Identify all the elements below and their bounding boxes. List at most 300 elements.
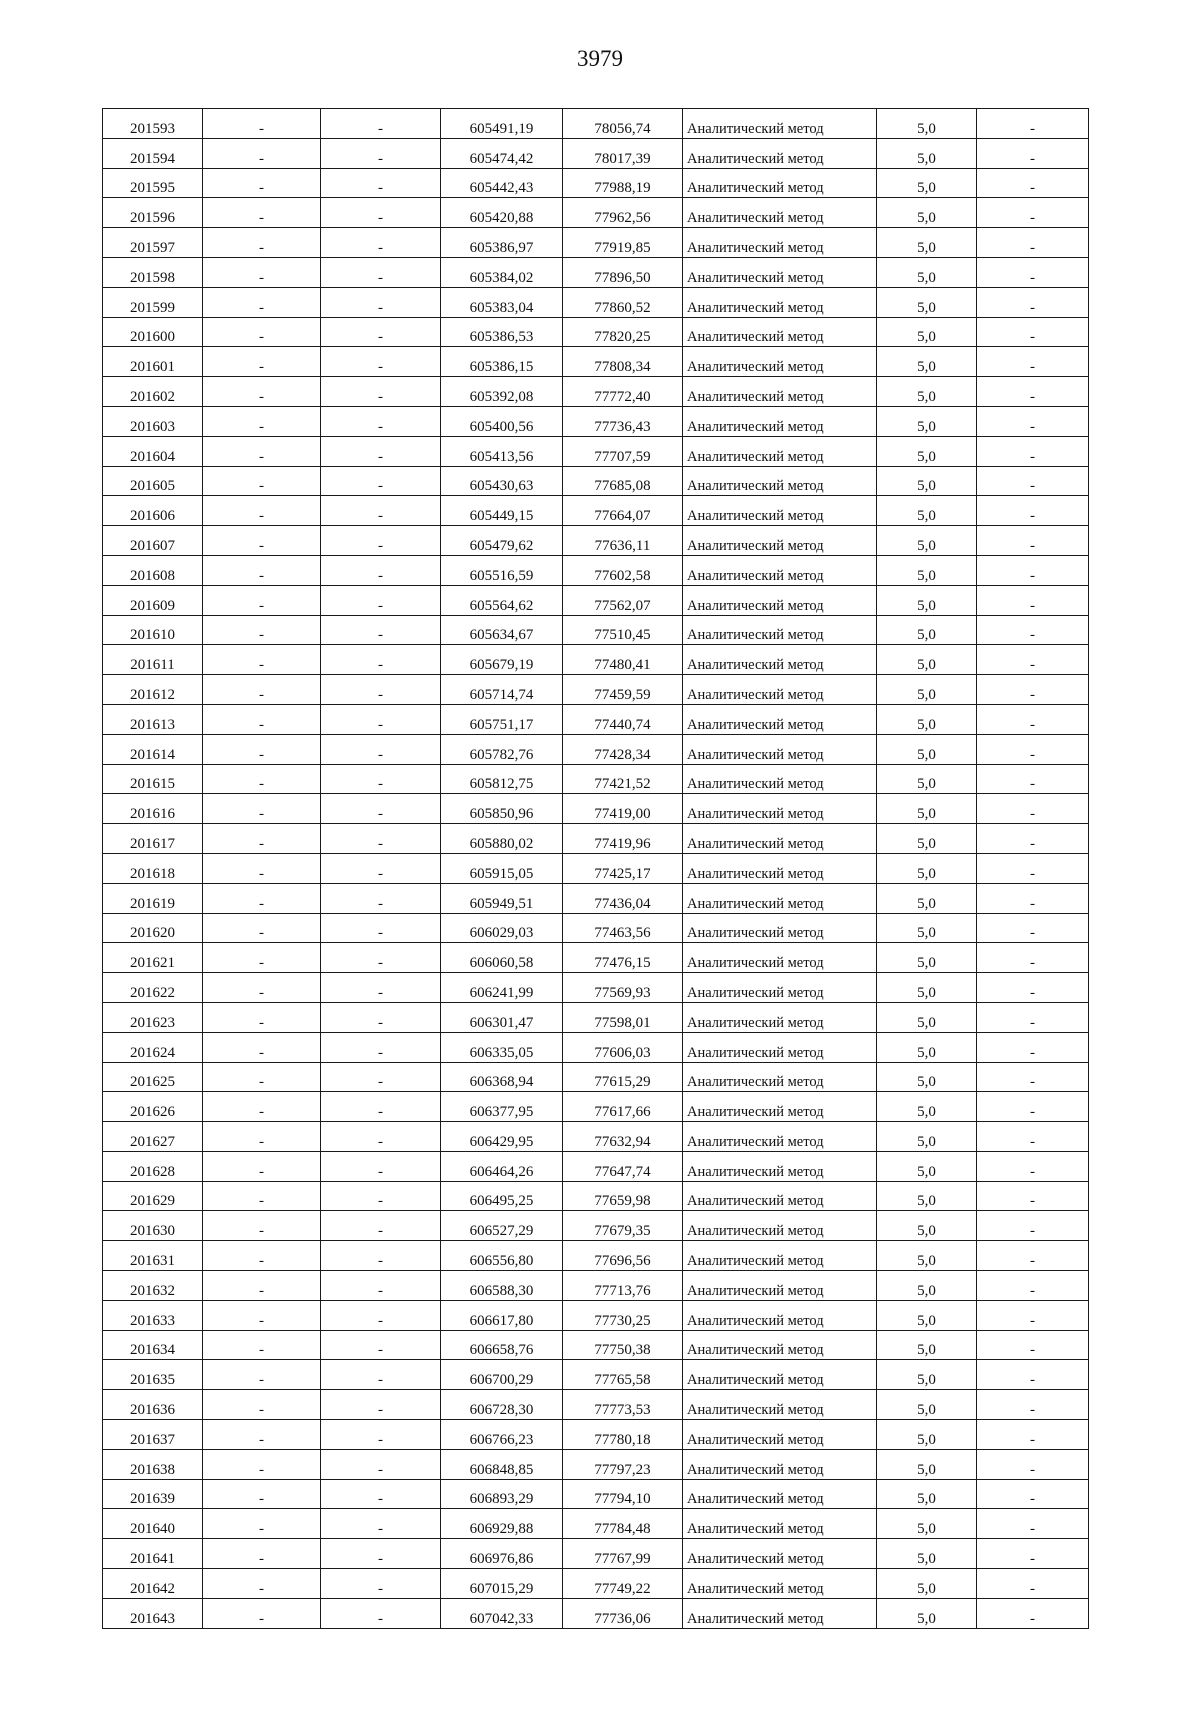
table-row <box>103 973 1089 1003</box>
table-row <box>103 585 1089 615</box>
cell-method: Аналитический метод <box>683 794 877 824</box>
cell-point-number: 201593 <box>103 109 203 139</box>
cell-col-8: - <box>977 794 1089 824</box>
table-row <box>103 317 1089 347</box>
cell-method: Аналитический метод <box>683 1569 877 1599</box>
cell-coord-x: 606588,30 <box>441 1271 563 1301</box>
table-row <box>103 555 1089 585</box>
cell-coord-x: 606658,76 <box>441 1330 563 1360</box>
cell-col-2: - <box>203 1509 321 1539</box>
cell-point-number: 201636 <box>103 1390 203 1420</box>
cell-col-8: - <box>977 287 1089 317</box>
cell-coord-x: 605386,97 <box>441 228 563 258</box>
table-row <box>103 377 1089 407</box>
table-row <box>103 1598 1089 1628</box>
cell-coord-x: 605479,62 <box>441 526 563 556</box>
cell-point-number: 201616 <box>103 794 203 824</box>
cell-point-number: 201634 <box>103 1330 203 1360</box>
cell-point-number: 201630 <box>103 1211 203 1241</box>
cell-method: Аналитический метод <box>683 1420 877 1450</box>
cell-method: Аналитический метод <box>683 1598 877 1628</box>
cell-accuracy: 5,0 <box>877 615 977 645</box>
cell-point-number: 201638 <box>103 1449 203 1479</box>
cell-point-number: 201620 <box>103 913 203 943</box>
cell-accuracy: 5,0 <box>877 973 977 1003</box>
cell-col-2: - <box>203 1092 321 1122</box>
cell-coord-y: 78017,39 <box>563 138 683 168</box>
cell-accuracy: 5,0 <box>877 1598 977 1628</box>
cell-accuracy: 5,0 <box>877 138 977 168</box>
cell-coord-x: 605383,04 <box>441 287 563 317</box>
table-row <box>103 526 1089 556</box>
cell-col-8: - <box>977 526 1089 556</box>
cell-col-3: - <box>321 973 441 1003</box>
cell-coord-x: 605850,96 <box>441 794 563 824</box>
cell-col-2: - <box>203 1211 321 1241</box>
cell-coord-y: 77510,45 <box>563 615 683 645</box>
cell-col-3: - <box>321 1479 441 1509</box>
cell-accuracy: 5,0 <box>877 317 977 347</box>
cell-point-number: 201641 <box>103 1539 203 1569</box>
cell-coord-y: 77476,15 <box>563 943 683 973</box>
cell-accuracy: 5,0 <box>877 645 977 675</box>
cell-coord-x: 607015,29 <box>441 1569 563 1599</box>
cell-coord-y: 77428,34 <box>563 734 683 764</box>
cell-col-3: - <box>321 317 441 347</box>
cell-coord-y: 77632,94 <box>563 1122 683 1152</box>
cell-coord-y: 77617,66 <box>563 1092 683 1122</box>
cell-method: Аналитический метод <box>683 1509 877 1539</box>
cell-col-8: - <box>977 1539 1089 1569</box>
cell-accuracy: 5,0 <box>877 1002 977 1032</box>
cell-coord-y: 77784,48 <box>563 1509 683 1539</box>
cell-method: Аналитический метод <box>683 287 877 317</box>
table-row <box>103 645 1089 675</box>
cell-point-number: 201601 <box>103 347 203 377</box>
cell-method: Аналитический метод <box>683 466 877 496</box>
cell-col-2: - <box>203 1598 321 1628</box>
cell-col-3: - <box>321 1449 441 1479</box>
cell-coord-x: 606617,80 <box>441 1300 563 1330</box>
cell-accuracy: 5,0 <box>877 496 977 526</box>
cell-point-number: 201610 <box>103 615 203 645</box>
cell-coord-y: 77615,29 <box>563 1062 683 1092</box>
cell-coord-x: 605386,53 <box>441 317 563 347</box>
cell-col-2: - <box>203 198 321 228</box>
cell-accuracy: 5,0 <box>877 109 977 139</box>
cell-accuracy: 5,0 <box>877 1122 977 1152</box>
cell-col-8: - <box>977 1598 1089 1628</box>
cell-col-3: - <box>321 1569 441 1599</box>
cell-method: Аналитический метод <box>683 109 877 139</box>
cell-accuracy: 5,0 <box>877 287 977 317</box>
cell-point-number: 201595 <box>103 168 203 198</box>
cell-coord-x: 606929,88 <box>441 1509 563 1539</box>
cell-col-8: - <box>977 347 1089 377</box>
cell-coord-x: 605516,59 <box>441 555 563 585</box>
cell-col-8: - <box>977 913 1089 943</box>
cell-point-number: 201633 <box>103 1300 203 1330</box>
cell-method: Аналитический метод <box>683 585 877 615</box>
cell-point-number: 201613 <box>103 704 203 734</box>
cell-accuracy: 5,0 <box>877 1509 977 1539</box>
page-number: 3979 <box>577 46 623 71</box>
cell-coord-y: 77962,56 <box>563 198 683 228</box>
cell-point-number: 201614 <box>103 734 203 764</box>
cell-col-3: - <box>321 1122 441 1152</box>
cell-coord-y: 77988,19 <box>563 168 683 198</box>
cell-point-number: 201597 <box>103 228 203 258</box>
cell-point-number: 201603 <box>103 406 203 436</box>
table-row <box>103 406 1089 436</box>
table-row <box>103 347 1089 377</box>
table-row <box>103 287 1089 317</box>
cell-coord-x: 606766,23 <box>441 1420 563 1450</box>
cell-coord-x: 605491,19 <box>441 109 563 139</box>
table-row <box>103 853 1089 883</box>
cell-col-8: - <box>977 1062 1089 1092</box>
cell-col-2: - <box>203 585 321 615</box>
cell-point-number: 201621 <box>103 943 203 973</box>
cell-method: Аналитический метод <box>683 555 877 585</box>
cell-coord-y: 77421,52 <box>563 764 683 794</box>
cell-coord-y: 77797,23 <box>563 1449 683 1479</box>
cell-accuracy: 5,0 <box>877 1420 977 1450</box>
cell-coord-y: 77765,58 <box>563 1360 683 1390</box>
table-row <box>103 1271 1089 1301</box>
cell-col-8: - <box>977 1032 1089 1062</box>
cell-method: Аналитический метод <box>683 138 877 168</box>
cell-method: Аналитический метод <box>683 1539 877 1569</box>
cell-accuracy: 5,0 <box>877 377 977 407</box>
table-row <box>103 1330 1089 1360</box>
cell-coord-x: 606728,30 <box>441 1390 563 1420</box>
cell-accuracy: 5,0 <box>877 1211 977 1241</box>
table-row <box>103 1539 1089 1569</box>
cell-coord-x: 605430,63 <box>441 466 563 496</box>
cell-col-2: - <box>203 973 321 1003</box>
cell-col-3: - <box>321 555 441 585</box>
cell-point-number: 201599 <box>103 287 203 317</box>
cell-point-number: 201635 <box>103 1360 203 1390</box>
cell-point-number: 201609 <box>103 585 203 615</box>
cell-col-8: - <box>977 109 1089 139</box>
cell-col-8: - <box>977 1241 1089 1271</box>
cell-coord-x: 605634,67 <box>441 615 563 645</box>
cell-col-2: - <box>203 1539 321 1569</box>
table-row <box>103 1479 1089 1509</box>
cell-point-number: 201622 <box>103 973 203 1003</box>
cell-col-2: - <box>203 168 321 198</box>
cell-accuracy: 5,0 <box>877 913 977 943</box>
cell-coord-y: 77820,25 <box>563 317 683 347</box>
cell-coord-y: 77463,56 <box>563 913 683 943</box>
cell-method: Аналитический метод <box>683 973 877 1003</box>
cell-method: Аналитический метод <box>683 734 877 764</box>
cell-col-8: - <box>977 1211 1089 1241</box>
cell-method: Аналитический метод <box>683 1002 877 1032</box>
table-row <box>103 1181 1089 1211</box>
cell-col-3: - <box>321 109 441 139</box>
cell-coord-y: 77808,34 <box>563 347 683 377</box>
cell-coord-y: 77419,00 <box>563 794 683 824</box>
cell-col-2: - <box>203 734 321 764</box>
cell-accuracy: 5,0 <box>877 228 977 258</box>
cell-col-8: - <box>977 1509 1089 1539</box>
cell-col-3: - <box>321 1211 441 1241</box>
cell-coord-y: 77562,07 <box>563 585 683 615</box>
cell-col-8: - <box>977 1271 1089 1301</box>
cell-method: Аналитический метод <box>683 1151 877 1181</box>
cell-coord-x: 605679,19 <box>441 645 563 675</box>
cell-col-8: - <box>977 1151 1089 1181</box>
cell-col-2: - <box>203 1420 321 1450</box>
cell-point-number: 201626 <box>103 1092 203 1122</box>
cell-method: Аналитический метод <box>683 1211 877 1241</box>
cell-col-3: - <box>321 1300 441 1330</box>
cell-accuracy: 5,0 <box>877 257 977 287</box>
cell-col-3: - <box>321 853 441 883</box>
cell-coord-y: 77919,85 <box>563 228 683 258</box>
cell-col-2: - <box>203 764 321 794</box>
cell-col-8: - <box>977 1569 1089 1599</box>
cell-point-number: 201612 <box>103 675 203 705</box>
cell-point-number: 201604 <box>103 436 203 466</box>
cell-col-3: - <box>321 1271 441 1301</box>
cell-col-3: - <box>321 794 441 824</box>
table-row <box>103 496 1089 526</box>
cell-col-3: - <box>321 1539 441 1569</box>
cell-point-number: 201617 <box>103 824 203 854</box>
cell-col-3: - <box>321 1181 441 1211</box>
cell-coord-x: 605474,42 <box>441 138 563 168</box>
cell-col-2: - <box>203 1300 321 1330</box>
cell-col-2: - <box>203 1062 321 1092</box>
cell-coord-x: 605564,62 <box>441 585 563 615</box>
cell-col-2: - <box>203 496 321 526</box>
cell-col-2: - <box>203 257 321 287</box>
cell-coord-y: 77794,10 <box>563 1479 683 1509</box>
cell-coord-x: 606301,47 <box>441 1002 563 1032</box>
table-row <box>103 734 1089 764</box>
cell-col-3: - <box>321 1598 441 1628</box>
cell-method: Аналитический метод <box>683 1360 877 1390</box>
cell-point-number: 201625 <box>103 1062 203 1092</box>
cell-accuracy: 5,0 <box>877 555 977 585</box>
cell-coord-y: 77736,43 <box>563 406 683 436</box>
cell-accuracy: 5,0 <box>877 764 977 794</box>
table-row <box>103 138 1089 168</box>
cell-coord-x: 605949,51 <box>441 883 563 913</box>
cell-coord-y: 77480,41 <box>563 645 683 675</box>
cell-coord-x: 606848,85 <box>441 1449 563 1479</box>
cell-accuracy: 5,0 <box>877 853 977 883</box>
cell-accuracy: 5,0 <box>877 734 977 764</box>
cell-method: Аналитический метод <box>683 526 877 556</box>
cell-method: Аналитический метод <box>683 675 877 705</box>
cell-accuracy: 5,0 <box>877 436 977 466</box>
cell-col-3: - <box>321 645 441 675</box>
cell-coord-x: 605880,02 <box>441 824 563 854</box>
cell-coord-x: 606377,95 <box>441 1092 563 1122</box>
cell-col-8: - <box>977 1122 1089 1152</box>
cell-method: Аналитический метод <box>683 1032 877 1062</box>
cell-col-3: - <box>321 466 441 496</box>
cell-accuracy: 5,0 <box>877 675 977 705</box>
cell-point-number: 201629 <box>103 1181 203 1211</box>
cell-coord-y: 77602,58 <box>563 555 683 585</box>
table-row <box>103 913 1089 943</box>
cell-point-number: 201611 <box>103 645 203 675</box>
cell-coord-x: 606976,86 <box>441 1539 563 1569</box>
cell-coord-y: 77419,96 <box>563 824 683 854</box>
cell-coord-y: 77664,07 <box>563 496 683 526</box>
cell-coord-y: 77647,74 <box>563 1151 683 1181</box>
cell-coord-y: 77436,04 <box>563 883 683 913</box>
cell-col-2: - <box>203 347 321 377</box>
cell-col-3: - <box>321 1241 441 1271</box>
cell-col-8: - <box>977 1449 1089 1479</box>
cell-col-3: - <box>321 824 441 854</box>
cell-method: Аналитический метод <box>683 1271 877 1301</box>
cell-col-3: - <box>321 1360 441 1390</box>
cell-point-number: 201640 <box>103 1509 203 1539</box>
cell-col-3: - <box>321 913 441 943</box>
cell-col-2: - <box>203 1241 321 1271</box>
cell-col-3: - <box>321 1002 441 1032</box>
cell-coord-y: 77459,59 <box>563 675 683 705</box>
cell-coord-x: 605413,56 <box>441 436 563 466</box>
cell-col-3: - <box>321 168 441 198</box>
cell-col-3: - <box>321 675 441 705</box>
cell-col-8: - <box>977 973 1089 1003</box>
cell-coord-y: 77685,08 <box>563 466 683 496</box>
cell-col-3: - <box>321 406 441 436</box>
table-row <box>103 794 1089 824</box>
cell-method: Аналитический метод <box>683 1449 877 1479</box>
cell-accuracy: 5,0 <box>877 1092 977 1122</box>
cell-col-2: - <box>203 675 321 705</box>
cell-accuracy: 5,0 <box>877 406 977 436</box>
cell-method: Аналитический метод <box>683 1122 877 1152</box>
cell-point-number: 201600 <box>103 317 203 347</box>
cell-col-2: - <box>203 228 321 258</box>
cell-method: Аналитический метод <box>683 228 877 258</box>
cell-accuracy: 5,0 <box>877 1300 977 1330</box>
cell-col-2: - <box>203 913 321 943</box>
cell-method: Аналитический метод <box>683 496 877 526</box>
table-row <box>103 883 1089 913</box>
cell-col-2: - <box>203 317 321 347</box>
cell-coord-y: 77659,98 <box>563 1181 683 1211</box>
table-row <box>103 1390 1089 1420</box>
cell-col-2: - <box>203 645 321 675</box>
cell-col-8: - <box>977 168 1089 198</box>
cell-col-2: - <box>203 1390 321 1420</box>
cell-coord-x: 606429,95 <box>441 1122 563 1152</box>
cell-coord-x: 605915,05 <box>441 853 563 883</box>
cell-accuracy: 5,0 <box>877 1271 977 1301</box>
cell-point-number: 201627 <box>103 1122 203 1152</box>
cell-accuracy: 5,0 <box>877 1569 977 1599</box>
cell-col-3: - <box>321 526 441 556</box>
table-row <box>103 824 1089 854</box>
cell-col-8: - <box>977 198 1089 228</box>
cell-col-8: - <box>977 704 1089 734</box>
cell-col-8: - <box>977 585 1089 615</box>
cell-col-8: - <box>977 1300 1089 1330</box>
cell-coord-x: 606241,99 <box>441 973 563 1003</box>
table-row <box>103 466 1089 496</box>
cell-col-3: - <box>321 257 441 287</box>
cell-col-2: - <box>203 555 321 585</box>
cell-col-8: - <box>977 1390 1089 1420</box>
cell-col-3: - <box>321 1092 441 1122</box>
cell-method: Аналитический метод <box>683 198 877 228</box>
cell-coord-x: 606029,03 <box>441 913 563 943</box>
cell-coord-x: 606335,05 <box>441 1032 563 1062</box>
cell-col-2: - <box>203 138 321 168</box>
cell-col-8: - <box>977 1092 1089 1122</box>
table-row <box>103 675 1089 705</box>
cell-accuracy: 5,0 <box>877 883 977 913</box>
cell-col-8: - <box>977 257 1089 287</box>
cell-col-8: - <box>977 436 1089 466</box>
cell-col-8: - <box>977 824 1089 854</box>
cell-point-number: 201643 <box>103 1598 203 1628</box>
cell-accuracy: 5,0 <box>877 1032 977 1062</box>
cell-coord-x: 606700,29 <box>441 1360 563 1390</box>
cell-col-3: - <box>321 377 441 407</box>
cell-point-number: 201602 <box>103 377 203 407</box>
cell-coord-x: 606527,29 <box>441 1211 563 1241</box>
cell-point-number: 201606 <box>103 496 203 526</box>
cell-method: Аналитический метод <box>683 347 877 377</box>
cell-coord-y: 77713,76 <box>563 1271 683 1301</box>
cell-col-2: - <box>203 287 321 317</box>
cell-accuracy: 5,0 <box>877 198 977 228</box>
cell-col-8: - <box>977 943 1089 973</box>
table-row <box>103 1300 1089 1330</box>
cell-method: Аналитический метод <box>683 1390 877 1420</box>
cell-col-8: - <box>977 615 1089 645</box>
cell-col-8: - <box>977 228 1089 258</box>
table-row <box>103 1032 1089 1062</box>
cell-method: Аналитический метод <box>683 406 877 436</box>
cell-col-2: - <box>203 436 321 466</box>
table-row <box>103 615 1089 645</box>
cell-point-number: 201615 <box>103 764 203 794</box>
table-row <box>103 1569 1089 1599</box>
cell-accuracy: 5,0 <box>877 347 977 377</box>
cell-point-number: 201596 <box>103 198 203 228</box>
cell-col-8: - <box>977 675 1089 705</box>
cell-coord-x: 605386,15 <box>441 347 563 377</box>
cell-col-8: - <box>977 406 1089 436</box>
table-row <box>103 109 1089 139</box>
cell-coord-x: 606464,26 <box>441 1151 563 1181</box>
cell-accuracy: 5,0 <box>877 1390 977 1420</box>
cell-col-8: - <box>977 883 1089 913</box>
cell-col-2: - <box>203 1449 321 1479</box>
cell-col-2: - <box>203 794 321 824</box>
table-row <box>103 257 1089 287</box>
cell-col-3: - <box>321 1390 441 1420</box>
table-row <box>103 1002 1089 1032</box>
cell-col-2: - <box>203 1360 321 1390</box>
cell-coord-y: 77750,38 <box>563 1330 683 1360</box>
cell-coord-y: 77896,50 <box>563 257 683 287</box>
